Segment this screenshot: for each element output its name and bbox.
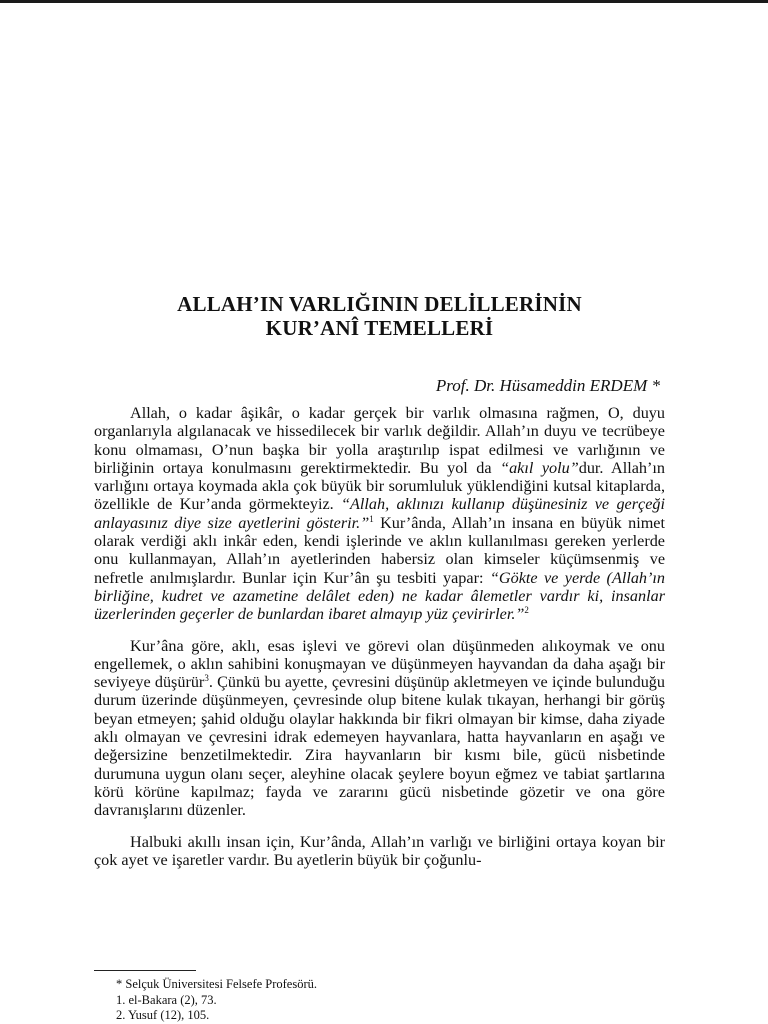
italic-quote: “Allah, aklınızı kullanıp düşünesiniz ve gerçeği anlayasınız diye size ayetlerini gösterir.” [94, 495, 665, 532]
text-run: . Çünkü bu ayette, çevresini düşünüp akletmeyen ve içinde bulunduğu durum üzerinde düşünmeyen, çevresinde olup bitene kulak tıkayan, herhangi bir görüş beyan etmeyen; şahid olduğu olaylar hakkında bir fikri olmayan bir kimse, daha ziyade aklı olmayan ve çevresini idrak edemeyen hayvanlara, hatta hayvanların en aşağı ve değersizine benzetilmektedir. Zira hayvanların bir kısmı bile, gücü nisbetinde durumuna uygun olanı seçer, aleyhine olacak şeylere boyun eğmez ve tabiat şartlarına körü körüne kapılmaz; fayda ve zararını gücü nisbetinde gözetir ve ona göre davranışlarını düzenler. [94, 673, 665, 820]
author-byline: Prof. Dr. Hüsameddin ERDEM * [435, 376, 660, 395]
text-run: Allah, o kadar âşikâr, o kadar gerçek bir varlık olmasına rağmen, O, duyu organlarıyla algılanacak ve hissedilecek bir varlık değildir. Allah’ın duyu ve tecrübeye konu olmaması, O’nun başka bir yolla araştırılıp ispat edilmesi ve varlığının ve birliğinin ortaya konulmasını gerektirmektedir. Bu yol da [94, 404, 665, 477]
body-paragraph-2 [94, 637, 665, 820]
footnote-separator [94, 970, 196, 971]
footnotes [116, 977, 317, 1024]
text-run: Halbuki akıllı insan için, Kur’ânda, Allah’ın varlığı ve birliğini ortaya koyan bir çok ayet ve işaretler vardır. Bu ayetlerin büyük bir çoğunlu- [94, 832, 665, 869]
text-run: dur. Allah’ın varlığını ortaya koymada akla çok büyük bir sorumluluk yüklendiğini kutsal kitaplarda, özellikle de Kur’anda görmekteyiz. [94, 458, 665, 514]
italic-quote: “Gökte ve yerde (Allah’ın birliğine, kudret ve azametine delâlet eden) ne kadar âlemetler vardır ki, insanlar üzerlerinden geçerler de bunlardan ibaret almayıp yüz çevirirler.” [94, 568, 666, 624]
text-run: Kur’ânda, Allah’ın insana en büyük nimet olarak verdiği aklı inkâr eden, kendi işlerinde ve aklın kullanılması gereken yerlerde onu kullanmayan, Allah’ın ayetlerinden habersiz olan kimseler küçümsenmiş ve nefretle anılmışlardır. Bunlar için Kur’ân şu tesbiti yapar: [94, 513, 665, 587]
text-run: Kur’âna göre, aklı, esas işlevi ve görevi olan düşünmeden alıkoymak ve onu engellemek, o aklın sahibini konuşmayan ve düşünmeyen hayvandan da daha aşağı bir seviyeye düşürür [94, 636, 665, 692]
article-title-line-2: KUR’ANÎ TEMELLERİ [265, 316, 494, 340]
article-title [94, 292, 665, 340]
footnote-1: 1. el-Bakara (2), 73. [116, 992, 217, 1007]
footnote-marker: 3 [204, 673, 209, 684]
body-paragraph-1 [94, 404, 665, 624]
footnote-marker: 2 [524, 605, 529, 616]
article-title-line-1: ALLAH’IN VARLIĞININ DELİLLERİNİN [177, 292, 582, 316]
italic-quote: “akıl yolu” [500, 458, 579, 477]
footnote-2: 2. Yusuf (12), 105. [116, 1008, 210, 1022]
footnote-author-affiliation: * Selçuk Üniversitesi Felsefe Profesörü. [116, 977, 318, 991]
document-page [94, 0, 665, 1024]
body-paragraph-3 [94, 833, 665, 870]
footnote-marker: 1 [369, 513, 374, 524]
article-body [94, 404, 665, 882]
